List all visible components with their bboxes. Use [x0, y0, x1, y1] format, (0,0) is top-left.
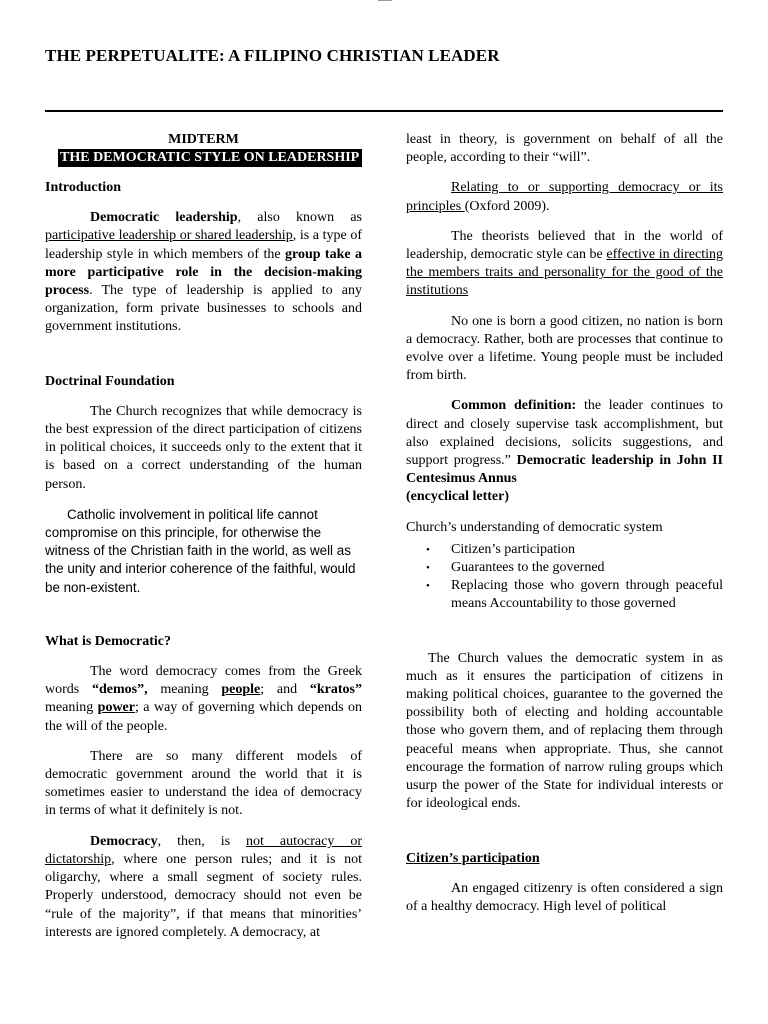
- term-power: power: [97, 700, 135, 716]
- term-people: people: [221, 682, 261, 698]
- midterm-label: MIDTERM: [168, 132, 239, 147]
- term-democracy: Democracy: [90, 833, 158, 849]
- list-item: [406, 559, 723, 577]
- list-item: [406, 541, 723, 559]
- citizen-participation-paragraph: An engaged citizenry is often considered a sign of a healthy democracy. High level of political: [406, 880, 723, 914]
- what-paragraph-1: [45, 663, 362, 736]
- term-kratos: “kratos”: [309, 682, 362, 698]
- text-span: The theorists believed that in the world of leadership, democratic style can be: [406, 228, 723, 263]
- text-span: , where one person rules; and it is not oligarchy, where a small segment of society rules. Properly understood, democracy should not even be “rule of the majority”, if that means that minorities’ interests are ignored completely. A democracy, at: [45, 851, 362, 940]
- list-item-text: Citizen’s participation: [451, 541, 576, 557]
- title-divider: [45, 110, 723, 112]
- text-span: meaning: [45, 700, 98, 716]
- common-definition-label: Common definition:: [451, 398, 577, 414]
- bold-phrase: group take a more participative role in the decision-making process: [45, 246, 362, 299]
- text-span: ; and: [260, 682, 310, 698]
- underlined-definition: Relating to or supporting democracy or its principles: [406, 180, 723, 214]
- what-is-democratic-heading: What is Democratic?: [45, 633, 171, 649]
- doctrinal-heading: Doctrinal Foundation: [45, 373, 175, 389]
- bullet-icon: •: [426, 562, 430, 575]
- oxford-definition: [406, 179, 723, 215]
- page-top-mark: [378, 0, 392, 1]
- section-banner: THE DEMOCRATIC STYLE ON LEADERSHIP: [58, 149, 362, 167]
- introduction-heading: Introduction: [45, 180, 121, 195]
- text-span: , also known as: [237, 210, 362, 226]
- bullet-icon: •: [426, 543, 430, 556]
- text-span: , is a type of leadership style in which members of the: [45, 228, 362, 262]
- list-item-text: Replacing those who govern through peaceful means Accountability to those governed: [451, 578, 723, 612]
- text-span: the leader continues to direct and closely supervise task accomplishment, but also explained decisions, solicits suggestions, and support progress.”: [406, 398, 724, 469]
- theorists-paragraph: [406, 228, 723, 301]
- text-span: The word democracy comes from the Greek words: [45, 664, 362, 698]
- list-item-text: Guarantees to the governed: [451, 560, 605, 576]
- text-span: , then, is: [157, 833, 247, 849]
- doctrinal-paragraph-2: Catholic involvement in political life cannot compromise on this principle, for otherwise the witness of the Christian faith in the world, as well as the unity and interior coherence of the faithful, would be non-existent.: [45, 506, 356, 595]
- citizen-participation-heading: Citizen’s participation: [406, 850, 540, 866]
- common-definition-paragraph: [406, 397, 723, 506]
- what-paragraph-3: [45, 833, 362, 942]
- citation-text: (Oxford 2009).: [464, 198, 550, 214]
- doctrinal-paragraph-1: The Church recognizes that while democracy is the best expression of the direct participation of citizens in political choices, it succeeds only to the extent that it is based on a correct understanding of the human person.: [45, 403, 362, 492]
- no-one-paragraph: No one is born a good citizen, no nation is born a democracy. Rather, both are processes that continue to evolve over a lifetime. Young people must be included from birth.: [406, 313, 723, 384]
- underlined-term: not autocracy or dictatorship: [45, 833, 362, 867]
- page-title: THE PERPETUALITE: A FILIPINO CHRISTIAN LEADER: [45, 46, 500, 65]
- term-demos: “demos”,: [91, 682, 148, 698]
- church-understanding-line: Church’s understanding of democratic system: [406, 519, 663, 535]
- text-span: . The type of leadership is applied to any organization, form private businesses to schools and government institutions.: [45, 283, 362, 335]
- underlined-phrase: effective in directing the members traits and personality for the good of the institutions: [406, 247, 723, 299]
- bullet-icon: •: [426, 580, 430, 593]
- term-democratic-leadership: Democratic leadership: [90, 210, 238, 226]
- text-span: ; a way of governing which depends on the will of the people.: [45, 700, 362, 734]
- underlined-term: participative leadership or shared leadership: [45, 228, 293, 244]
- text-span: meaning: [147, 682, 222, 698]
- introduction-paragraph: [45, 209, 362, 336]
- continued-paragraph: least in theory, is government on behalf of all the people, according to their “will”.: [406, 132, 723, 166]
- church-values-paragraph: The Church values the democratic system in as much as it ensures the participation of citizens in making political choices, guarantee to the governed the possibility both of electing and holding accountable those who govern them, and of replacing them through peaceful means when appropriate. Thus, she cannot encourage the formation of narrow ruling groups which usurp the power of the State for individual interests or for ideological ends.: [406, 650, 723, 812]
- church-understanding-list: [406, 541, 723, 614]
- list-item: [406, 577, 723, 613]
- right-column: [406, 131, 723, 916]
- encyclical-note: (encyclical letter): [406, 489, 509, 505]
- what-paragraph-2: There are so many different models of democratic government around the world that it is sometimes easier to understand the idea of democracy in terms of what it definitely is not.: [45, 748, 362, 819]
- left-column: [45, 131, 362, 942]
- bold-reference: Democratic leadership in John II Centesimus Annus: [406, 453, 723, 487]
